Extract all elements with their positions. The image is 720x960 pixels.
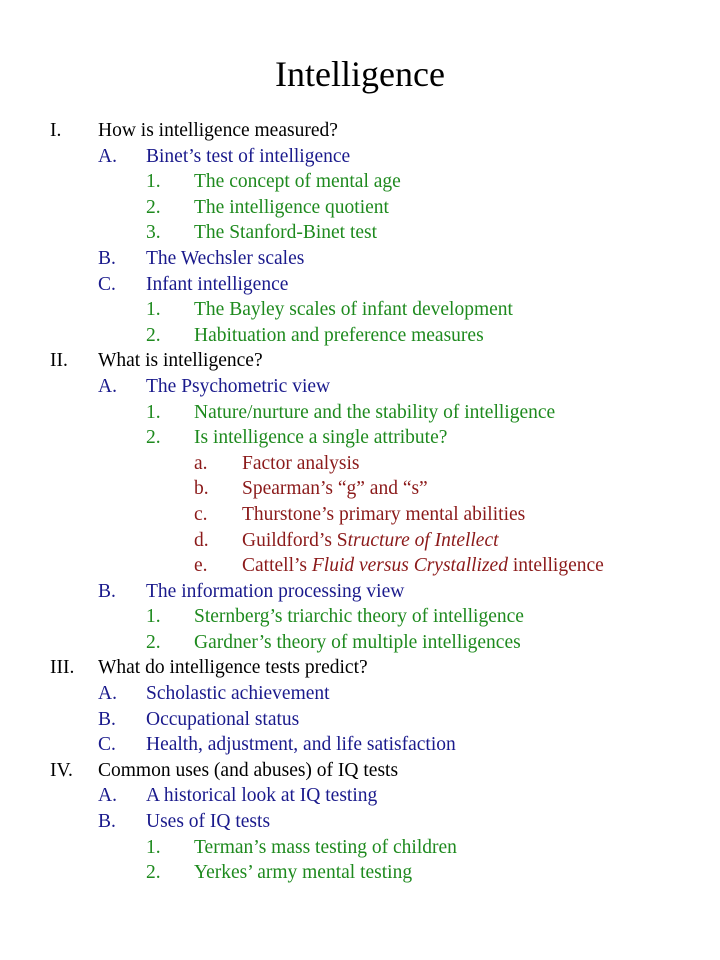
outline-marker: 2. (146, 324, 161, 346)
outline-text-main: What is intelligence? (98, 350, 263, 372)
outline-item (0, 835, 720, 861)
outline-marker: B. (98, 580, 116, 602)
outline-marker: A. (98, 683, 117, 705)
outline-text-main: The concept of mental age (194, 171, 401, 193)
outline-text-main: Scholastic achievement (146, 683, 330, 705)
outline-text-main: Binet’s test of intelligence (146, 145, 351, 167)
outline-text-main: Guildford’s S (242, 529, 348, 551)
outline-item (0, 476, 720, 502)
outline-text-main: Is intelligence a single attribute? (194, 427, 448, 449)
outline-text (242, 451, 360, 477)
outline-marker: 1. (146, 171, 161, 193)
outline-item (0, 758, 720, 784)
outline-item (0, 195, 720, 221)
outline-marker: II. (50, 350, 68, 372)
outline-marker: C. (98, 273, 116, 295)
outline-text (194, 323, 484, 349)
outline-marker: 1. (146, 836, 161, 858)
outline-text (146, 681, 330, 707)
outline-text-main: Cattell’s (242, 555, 312, 577)
outline-text-main: Gardner’s theory of multiple intelligences (194, 631, 521, 653)
outline-text (98, 758, 398, 784)
outline-text-suffix: intelligence (507, 555, 604, 577)
outline-item (0, 681, 720, 707)
outline-item (0, 323, 720, 349)
outline-text (194, 604, 524, 630)
outline-text-main: Habituation and preference measures (194, 324, 484, 346)
outline-text (242, 476, 428, 502)
outline-text-main: The Bayley scales of infant development (194, 299, 513, 321)
outline-text (194, 400, 555, 426)
outline-marker: a. (194, 452, 208, 474)
outline-marker: 2. (146, 631, 161, 653)
outline-text (146, 272, 288, 298)
outline-text-main: Yerkes’ army mental testing (194, 862, 413, 884)
outline-item (0, 374, 720, 400)
outline-item (0, 604, 720, 630)
outline-marker: 1. (146, 299, 161, 321)
outline-marker: IV. (50, 759, 73, 781)
outline-text (146, 732, 456, 758)
outline-item (0, 400, 720, 426)
outline-marker: 3. (146, 222, 161, 244)
outline-marker: 2. (146, 862, 161, 884)
outline-text-main: Nature/nurture and the stability of intelligence (194, 401, 556, 423)
outline-text-main: The information processing view (146, 580, 405, 602)
outline-marker: 2. (146, 427, 161, 449)
outline-marker: b. (194, 478, 209, 500)
outline-marker: 2. (146, 196, 161, 218)
outline-marker: B. (98, 708, 116, 730)
outline-text (98, 348, 263, 374)
outline-text-italic: Fluid versus Crystallized (311, 555, 508, 577)
outline-text (242, 502, 525, 528)
outline-item (0, 655, 720, 681)
outline-item (0, 809, 720, 835)
outline-item (0, 553, 720, 579)
outline-item (0, 220, 720, 246)
outline-text-main: Uses of IQ tests (146, 811, 271, 833)
outline-marker: e. (194, 555, 208, 577)
outline-item (0, 297, 720, 323)
outline-text (98, 118, 338, 144)
outline-marker: B. (98, 811, 116, 833)
outline-item (0, 502, 720, 528)
outline-text (242, 528, 499, 554)
outline-text (146, 783, 377, 809)
outline-text (194, 195, 389, 221)
outline-text-main: Infant intelligence (146, 273, 289, 295)
outline-text (146, 246, 304, 272)
outline-item (0, 528, 720, 554)
outline-text (242, 553, 604, 579)
outline-marker: 1. (146, 606, 161, 628)
outline-text (194, 169, 401, 195)
outline-item (0, 707, 720, 733)
outline-text-main: Common uses (and abuses) of IQ tests (98, 759, 399, 781)
outline-text-main: The Psychometric view (146, 375, 331, 397)
outline-item (0, 579, 720, 605)
outline-item (0, 425, 720, 451)
outline-text-main: Occupational status (146, 708, 300, 730)
outline-item (0, 732, 720, 758)
outline-marker: C. (98, 734, 116, 756)
outline-item (0, 169, 720, 195)
outline-list (0, 118, 720, 886)
outline-item (0, 272, 720, 298)
outline-item (0, 348, 720, 374)
outline-text (146, 579, 404, 605)
page-title: Intelligence (275, 54, 445, 94)
outline-text (194, 425, 447, 451)
outline-text-main: A historical look at IQ testing (146, 785, 378, 807)
outline-item (0, 783, 720, 809)
outline-text (98, 655, 368, 681)
outline-text (146, 374, 330, 400)
outline-text-main: What do intelligence tests predict? (98, 657, 368, 679)
outline-text (146, 144, 350, 170)
outline-marker: III. (50, 657, 75, 679)
outline-text (194, 297, 513, 323)
outline-marker: A. (98, 145, 117, 167)
outline-marker: A. (98, 785, 117, 807)
outline-text (146, 809, 270, 835)
outline-text (194, 860, 412, 886)
outline-item (0, 144, 720, 170)
outline-text-main: The Wechsler scales (146, 247, 305, 269)
outline-marker: d. (194, 529, 209, 551)
outline-text-main: Spearman’s “g” and “s” (242, 478, 428, 500)
outline-text (194, 220, 377, 246)
outline-text-main: The Stanford-Binet test (194, 222, 378, 244)
outline-item (0, 860, 720, 886)
outline-item (0, 118, 720, 144)
outline-item (0, 630, 720, 656)
outline-text-italic: tructure of Intellect (347, 529, 499, 551)
outline-text-main: The intelligence quotient (194, 196, 389, 218)
outline-text (146, 707, 299, 733)
outline-text-main: Terman’s mass testing of children (194, 836, 457, 858)
outline-text-main: Sternberg’s triarchic theory of intelligence (194, 606, 524, 628)
outline-text (194, 630, 521, 656)
outline-marker: I. (50, 120, 62, 141)
outline-text-main: Health, adjustment, and life satisfaction (146, 734, 456, 756)
outline-marker: A. (98, 375, 117, 397)
outline-item (0, 451, 720, 477)
outline-item (0, 246, 720, 272)
outline-text-main: Factor analysis (242, 452, 360, 474)
outline-marker: B. (98, 247, 116, 269)
outline-text (194, 835, 457, 861)
outline-marker: 1. (146, 401, 161, 423)
outline-text-main: How is intelligence measured? (98, 120, 338, 141)
outline-text-main: Thurstone’s primary mental abilities (242, 503, 526, 525)
outline-marker: c. (194, 503, 208, 525)
